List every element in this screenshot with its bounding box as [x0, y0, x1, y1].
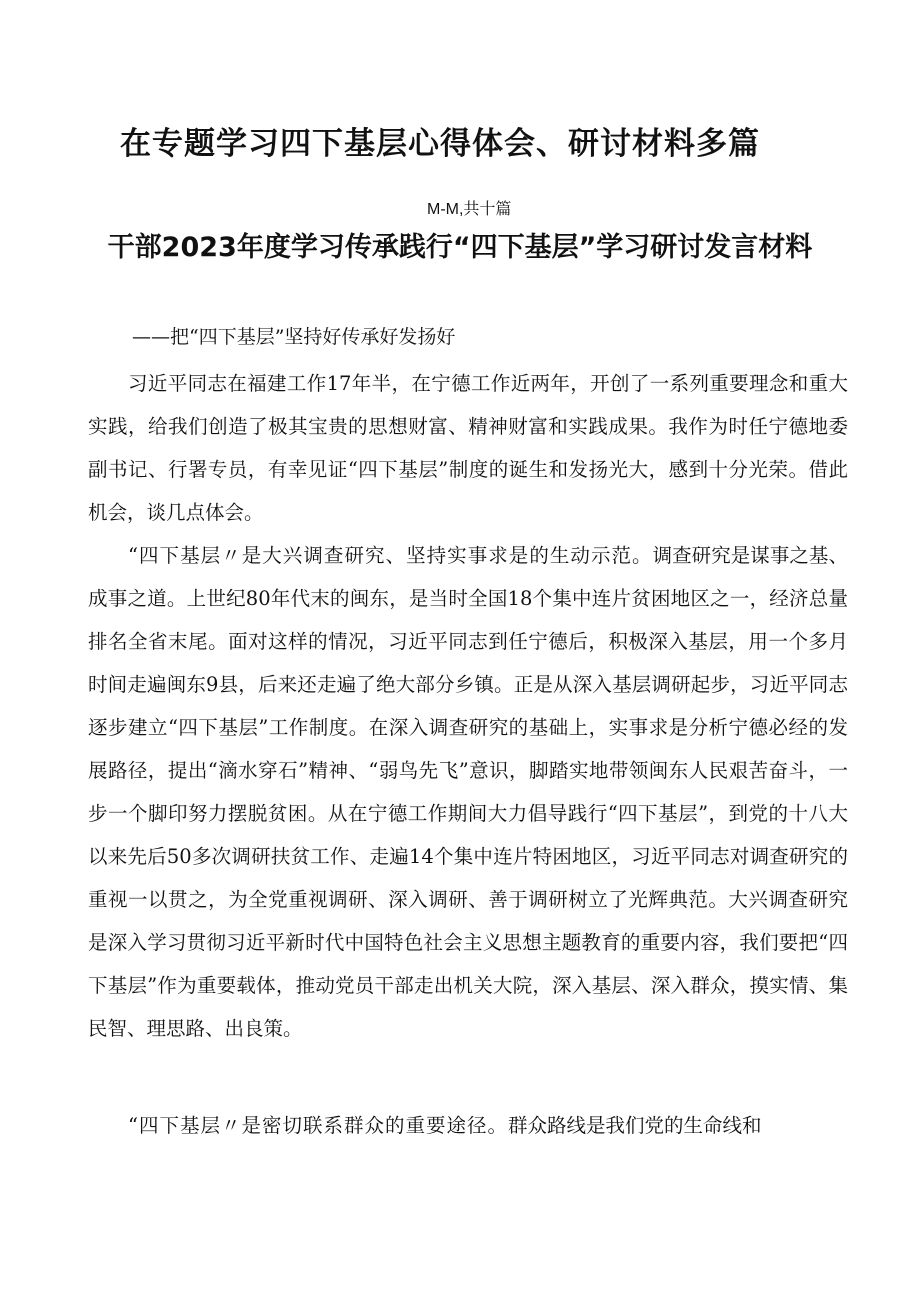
document-title: 干部2023年度学习传承践行“四下基层”学习研讨发言材料	[107, 232, 813, 263]
paragraph-3-text: 群众路线是我们党的生命线和	[507, 1114, 762, 1137]
paragraph-3	[88, 1104, 848, 1147]
paragraph-3-lead: “四下基层〃是密切联系群众的重要途径。	[128, 1114, 508, 1137]
paragraph-1-text: 习近平同志在福建工作17年半，在宁德工作近两年，开创了一系列重要理念和重大实践，给我们创造了极其宝贵的思想财富、精神财富和实践成果。我作为时任宁德地委副书记、行署专员，有幸见证“四下基层”制度的诞生和发扬光大，感到十分光荣。借此机会，谈几点体会。	[88, 372, 848, 524]
paragraph-2	[88, 534, 848, 1050]
paragraph-2-lead: “四下基层〃是大兴调查研究、坚持实事求是的生动示范。	[128, 544, 653, 567]
subtitle: ——把“四下基层”坚持好传承好发扬好	[132, 326, 456, 348]
main-title: 在专题学习四下基层心得体会、研讨材料多篇	[120, 126, 760, 162]
paragraph-2-text: 调查研究是谋事之基、成事之道。上世纪80年代末的闽东，是当时全国18个集中连片贫困地区之一，经济总量排名全省末尾。面对这样的情况，习近平同志到任宁德后，积极深入基层，用一个多月时间走遍闽东9县，后来还走遍了绝大部分乡镇。正是从深入基层调研起步，习近平同志逐步建立“四下基层”工作制度。在深入调查研究的基础上，实事求是分析宁德必经的发展路径，提出“滴水穿石”精神、“弱鸟先飞”意识，脚踏实地带领闽东人民艰苦奋斗，一步一个脚印努力摆脱贫困。从在宁德工作期间大力倡导践行“四下基层”，到党的十八大以来先后50多次调研扶贫工作、走遍14个集中连片特困地区，习近平同志对调查研究的重视一以贯之，为全党重视调研、深入调研、善于调研树立了光辉典范。大兴调查研究是深入学习贯彻习近平新时代中国特色社会主义思想主题教育的重要内容，我们要把“四下基层”作为重要载体，推动党员干部走出机关大院，深入基层、深入群众，摸实情、集民智、理思路、出良策。	[88, 544, 848, 1040]
note-text: M-M,共十篇	[427, 201, 512, 218]
paragraph-1	[88, 362, 848, 534]
